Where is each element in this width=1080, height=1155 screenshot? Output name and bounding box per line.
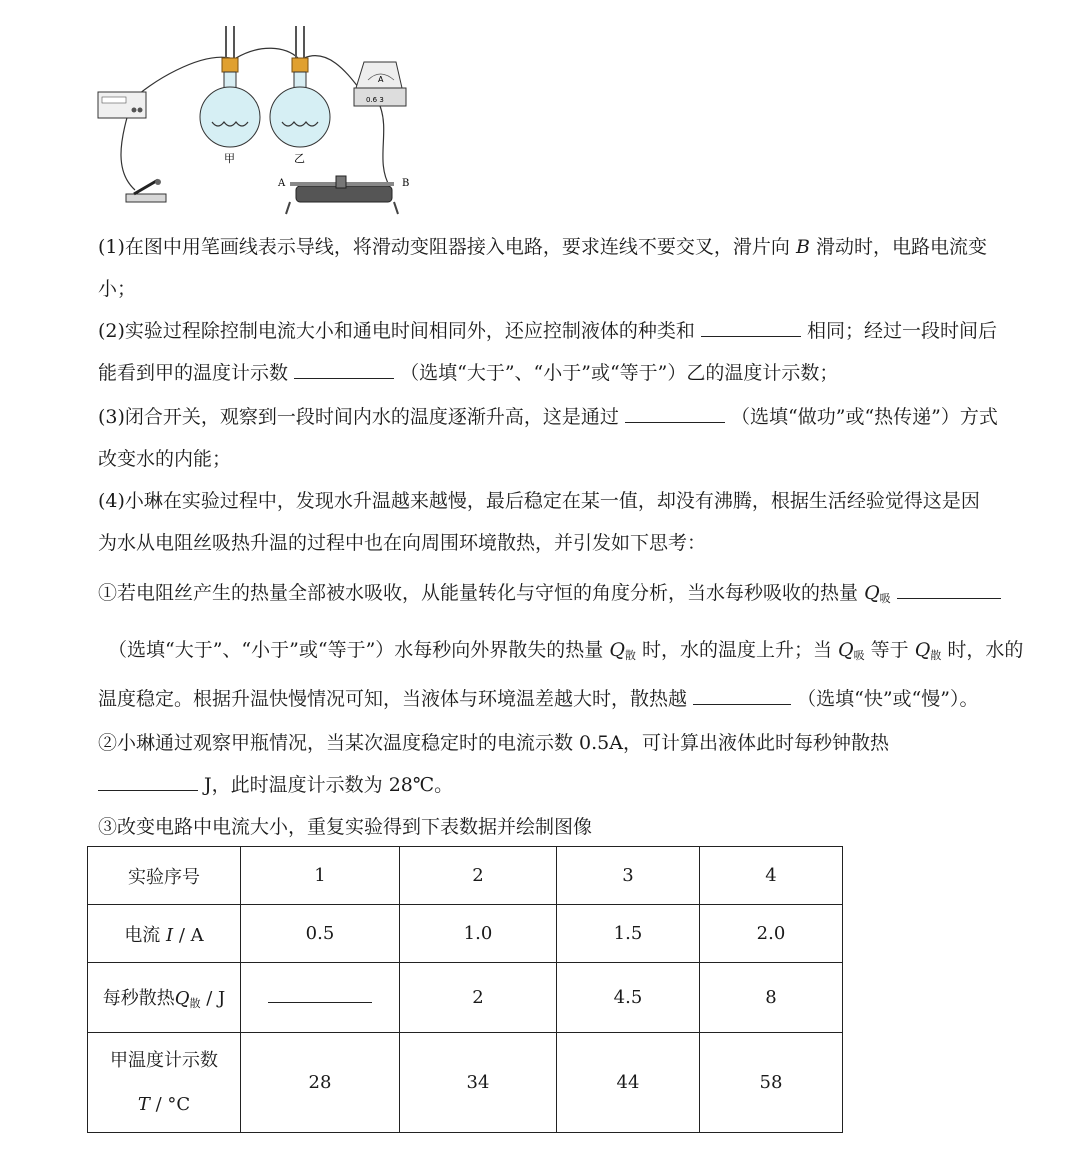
q1-text-b: 滑动时，电路电流变 xyxy=(815,236,987,258)
q-symbol: Q xyxy=(174,988,190,1009)
q3-line2: 改变水的内能； xyxy=(98,448,232,470)
table-cell: 1.5 xyxy=(557,905,700,963)
q4-p1-text-g: （选填“快”或“慢”）。 xyxy=(797,688,979,710)
q2-text-c: 能看到甲的温度计示数 xyxy=(98,362,289,384)
switch xyxy=(126,179,166,202)
flask-jia xyxy=(200,26,260,147)
q4-part1-line1 xyxy=(98,580,1001,612)
q4-p1-text-b: （选填“大于”、“小于”或“等于”）水每秒向外界散失的热量 xyxy=(108,639,604,661)
label-jia: 甲 xyxy=(224,152,235,165)
q-symbol: Q xyxy=(838,639,854,661)
temp-label: 甲温度计示数 xyxy=(110,1049,218,1071)
q4-p1-text-a: ①若电阻丝产生的热量全部被水吸收，从能量转化与守恒的角度分析，当水每秒吸收的热量 xyxy=(98,582,859,604)
q4-part2-line2 xyxy=(98,772,453,798)
current-label: 电流 xyxy=(124,924,161,946)
q1-line1 xyxy=(98,234,987,260)
q2-text-a: (2)实验过程除控制电流大小和通电时间相同外，还应控制液体的种类和 xyxy=(98,320,695,342)
q-sub-xi: 吸 xyxy=(853,649,865,662)
table-row xyxy=(88,1033,843,1133)
table-cell: 58 xyxy=(700,1033,843,1133)
q4-p1-text-f: 温度稳定。根据升温快慢情况可知，当液体与环境温差越大时，散热越 xyxy=(98,688,688,710)
row-header-trial: 实验序号 xyxy=(88,847,241,905)
row-header-heat xyxy=(88,963,241,1033)
q-sub-san: 散 xyxy=(189,997,201,1010)
q4-p2-text: J，此时温度计示数为 28℃。 xyxy=(204,774,454,796)
table-cell: 28 xyxy=(241,1033,400,1133)
table-cell: 44 xyxy=(557,1033,700,1133)
q2-text-d: （选填“大于”、“小于”或“等于”）乙的温度计示数； xyxy=(400,362,839,384)
q4-p1-text-d: 等于 xyxy=(870,639,909,661)
answer-blank[interactable] xyxy=(98,772,198,791)
table-row xyxy=(88,963,843,1033)
table-cell: 4 xyxy=(700,847,843,905)
ammeter xyxy=(354,62,406,106)
answer-blank[interactable] xyxy=(693,686,791,705)
q-sub-san: 散 xyxy=(930,649,942,662)
table-cell: 8 xyxy=(700,963,843,1033)
q4-line2: 为水从电阻丝吸热升温的过程中也在向周围环境散热，并引发如下思考： xyxy=(98,532,707,554)
circuit-apparatus-figure xyxy=(90,22,420,218)
q3-line1 xyxy=(98,404,998,430)
q3-text-b: （选填“做功”或“热传递”）方式 xyxy=(731,406,998,428)
flask-yi xyxy=(270,26,330,147)
q1-text-a: (1)在图中用笔画线表示导线，将滑动变阻器接入电路，要求连线不要交叉，滑片向 xyxy=(98,236,790,258)
table-cell-blank[interactable] xyxy=(241,963,400,1033)
current-var: I xyxy=(166,924,174,946)
table-row xyxy=(88,905,843,963)
ammeter-letter: A xyxy=(378,75,384,84)
rheostat-label-b: B xyxy=(402,178,410,189)
rheostat xyxy=(286,176,398,214)
table-cell: 2.0 xyxy=(700,905,843,963)
table-cell: 34 xyxy=(400,1033,557,1133)
label-yi: 乙 xyxy=(294,152,305,165)
table-cell: 0.5 xyxy=(241,905,400,963)
temp-unit: / °C xyxy=(149,1093,191,1115)
table-cell: 4.5 xyxy=(557,963,700,1033)
q4-part3: ③改变电路中电流大小，重复实验得到下表数据并绘制图像 xyxy=(98,816,593,838)
q2-text-b: 相同；经过一段时间后 xyxy=(807,320,998,342)
answer-blank[interactable] xyxy=(294,360,394,379)
q-sub-xi: 吸 xyxy=(879,592,891,605)
heat-unit: / J xyxy=(200,988,226,1009)
q4-p1-text-c: 时，水的温度上升；当 xyxy=(641,639,832,661)
row-header-current xyxy=(88,905,241,963)
answer-blank[interactable] xyxy=(268,988,372,1003)
answer-blank[interactable] xyxy=(897,580,1001,599)
q-symbol: Q xyxy=(864,582,880,604)
q-symbol: Q xyxy=(609,639,625,661)
q3-text-a: (3)闭合开关，观察到一段时间内水的温度逐渐升高，这是通过 xyxy=(98,406,619,428)
ammeter-scale: 0.6 3 xyxy=(366,96,384,104)
power-supply xyxy=(98,92,146,118)
table-cell: 1 xyxy=(241,847,400,905)
q1-var-b: B xyxy=(795,236,810,258)
data-table xyxy=(87,846,843,1133)
rheostat-label-a: A xyxy=(278,178,286,189)
q4-line1: (4)小琳在实验过程中，发现水升温越来越慢，最后稳定在某一值，却没有沸腾，根据生活经验觉得这是因 xyxy=(98,490,980,512)
q4-p1-text-e: 时，水的 xyxy=(947,639,1024,661)
q4-part2-line1: ②小琳通过观察甲瓶情况，当某次温度稳定时的电流示数 0.5A，可计算出液体此时每秒钟散热 xyxy=(98,732,889,754)
table-cell: 3 xyxy=(557,847,700,905)
answer-blank[interactable] xyxy=(625,404,725,423)
q-sub-san: 散 xyxy=(624,649,636,662)
table-cell: 1.0 xyxy=(400,905,557,963)
row-header-temp xyxy=(88,1033,241,1133)
answer-blank[interactable] xyxy=(701,318,801,337)
q2-line1 xyxy=(98,318,997,344)
table-cell: 2 xyxy=(400,847,557,905)
heat-label: 每秒散热 xyxy=(102,988,175,1009)
q4-part1-line3 xyxy=(98,686,978,712)
q-symbol: Q xyxy=(914,639,931,661)
table-cell: 2 xyxy=(400,963,557,1033)
q1-line2: 小； xyxy=(98,278,137,300)
q4-part1-line2 xyxy=(108,637,1023,669)
table-row xyxy=(88,847,843,905)
q2-line2 xyxy=(98,360,838,386)
current-unit: / A xyxy=(173,924,204,946)
temp-var: T xyxy=(137,1093,150,1115)
